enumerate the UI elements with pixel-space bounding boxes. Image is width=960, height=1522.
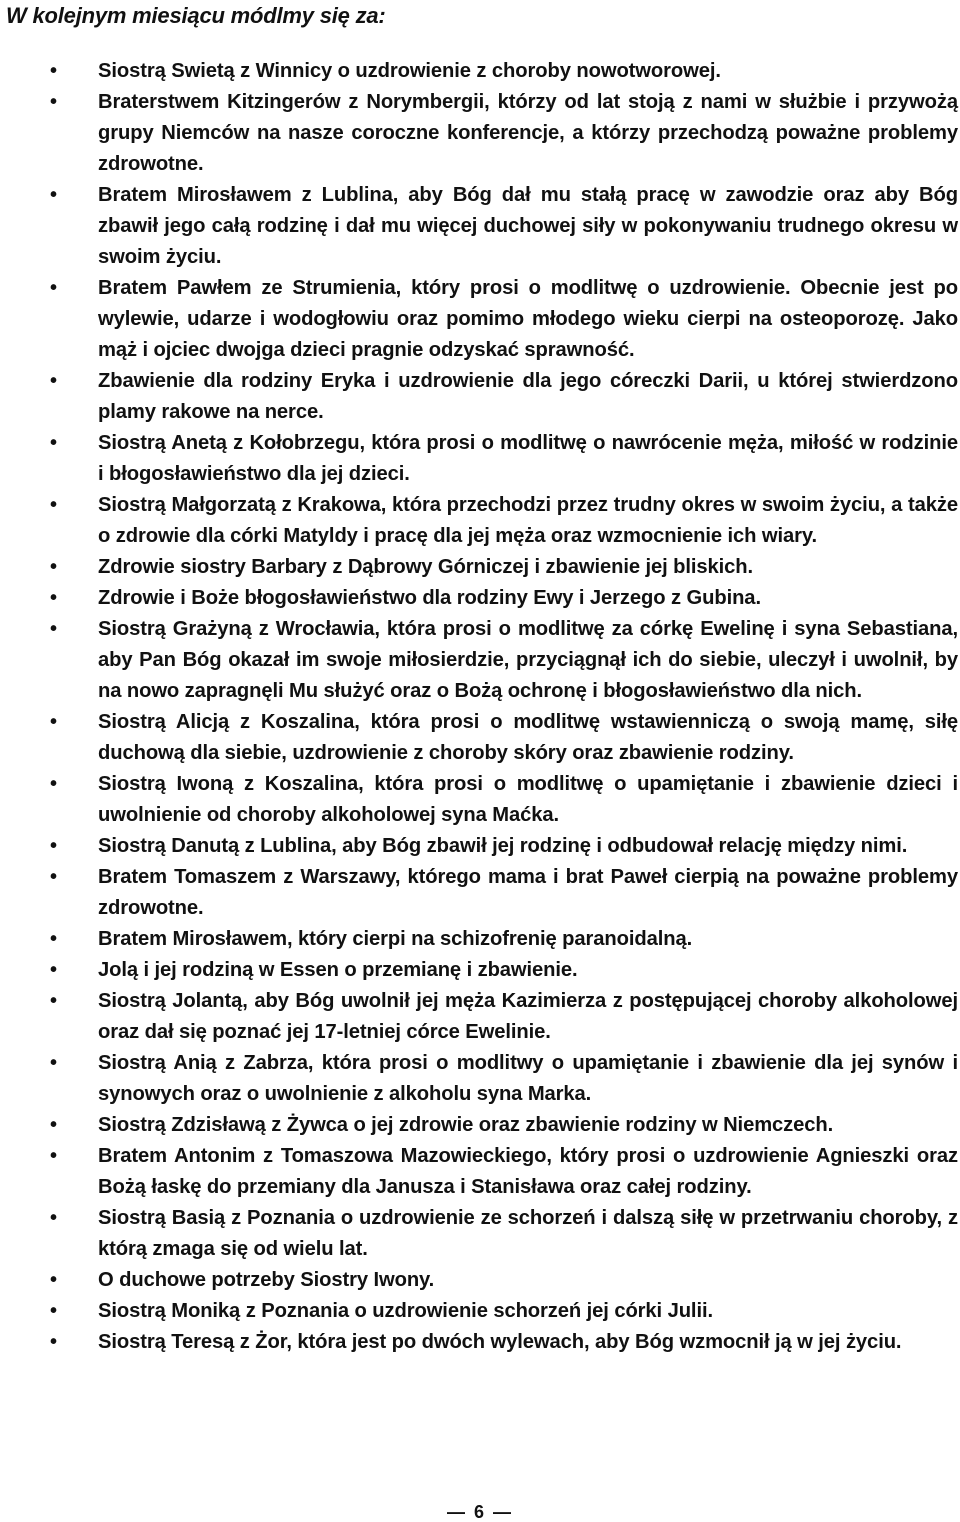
list-item xyxy=(0,614,960,707)
list-item xyxy=(0,986,960,1048)
bullet-icon: • xyxy=(50,773,57,795)
list-item-text: Siostrą Teresą z Żor, która jest po dwóch wylewach, aby Bóg wzmocnił ją w jej życiu. xyxy=(98,1331,902,1353)
list-item-text: Siostrą Anetą z Kołobrzegu, która prosi o modlitwę o nawrócenie męża, miłość w rodzinie i błogosławieństwo dla jej dzieci. xyxy=(98,432,958,485)
bullet-icon: • xyxy=(50,928,57,950)
list-item xyxy=(0,1110,960,1141)
list-item-text: Siostrą Swietą z Winnicy o uzdrowienie z choroby nowotworowej. xyxy=(98,60,721,82)
list-item xyxy=(0,1327,960,1358)
list-item xyxy=(0,552,960,583)
list-item xyxy=(0,955,960,986)
bullet-icon: • xyxy=(50,711,57,733)
bullet-icon: • xyxy=(50,277,57,299)
list-item xyxy=(0,490,960,552)
list-item xyxy=(0,1048,960,1110)
list-item-text: Siostrą Danutą z Lublina, aby Bóg zbawił jej rodzinę i odbudował relację między nimi. xyxy=(98,835,908,857)
list-item xyxy=(0,1141,960,1203)
list-item-text: Siostrą Iwoną z Koszalina, która prosi o modlitwę o upamiętanie i zbawienie dzieci i uwolnienie od choroby alkoholowej syna Maćka. xyxy=(98,773,958,826)
list-item-text: Zdrowie i Boże błogosławieństwo dla rodziny Ewy i Jerzego z Gubina. xyxy=(98,587,761,609)
list-item-text: Bratem Tomaszem z Warszawy, którego mama i brat Paweł cierpią na poważne problemy zdrowotne. xyxy=(98,866,958,919)
list-item-text: Siostrą Basią z Poznania o uzdrowienie ze schorzeń i dalszą siłę w przetrwaniu choroby, z którą zmaga się od wielu lat. xyxy=(98,1207,958,1260)
list-item-text: Siostrą Alicją z Koszalina, która prosi o modlitwę wstawienniczą o swoją mamę, siłę duchową dla siebie, uzdrowienie z choroby skóry oraz zbawienie rodziny. xyxy=(98,711,958,764)
list-item xyxy=(0,707,960,769)
list-item xyxy=(0,56,960,87)
list-item-text: Bratem Mirosławem, który cierpi na schizofrenię paranoidalną. xyxy=(98,928,693,950)
list-item xyxy=(0,366,960,428)
bullet-icon: • xyxy=(50,1145,57,1167)
bullet-icon: • xyxy=(50,587,57,609)
bullet-icon: • xyxy=(50,60,57,82)
list-item-text: Siostrą Jolantą, aby Bóg uwolnił jej męża Kazimierza z postępującej choroby alkoholowej oraz dał się poznać jej 17-letniej córce Ewelinie. xyxy=(98,990,958,1043)
prayer-intentions-list xyxy=(0,56,960,1358)
bullet-icon: • xyxy=(50,91,57,113)
bullet-icon: • xyxy=(50,184,57,206)
list-item-text: Siostrą Moniką z Poznania o uzdrowienie schorzeń jej córki Julii. xyxy=(98,1300,713,1322)
list-item-text: Zbawienie dla rodziny Eryka i uzdrowienie dla jego córeczki Darii, u której stwierdzono plamy rakowe na nerce. xyxy=(98,370,958,423)
list-item xyxy=(0,1296,960,1327)
list-item-text: Bratem Mirosławem z Lublina, aby Bóg dał mu stałą pracę w zawodzie oraz aby Bóg zbawił jego całą rodzinę i dał mu więcej duchowej siły w pokonywaniu trudnego okresu w swoim życiu. xyxy=(98,184,958,268)
bullet-icon: • xyxy=(50,1300,57,1322)
bullet-icon: • xyxy=(50,1269,57,1291)
list-item xyxy=(0,924,960,955)
bullet-icon: • xyxy=(50,990,57,1012)
list-item xyxy=(0,1203,960,1265)
list-item-text: Siostrą Anią z Zabrza, która prosi o modlitwy o upamiętanie i zbawienie dla jej synów i synowych oraz o uwolnienie z alkoholu syna Marka. xyxy=(98,1052,958,1105)
bullet-icon: • xyxy=(50,1114,57,1136)
list-item-text: Bratem Pawłem ze Strumienia, który prosi o modlitwę o uzdrowienie. Obecnie jest po wylewie, udarze i wodogłowiu oraz pomimo młodego wieku cierpi na osteoporozę. Jako mąż i ojciec dwojga dzieci pragnie odzyskać sprawność. xyxy=(98,277,958,361)
list-item xyxy=(0,1265,960,1296)
list-item-text: Jolą i jej rodziną w Essen o przemianę i zbawienie. xyxy=(98,959,578,981)
list-item-text: Siostrą Zdzisławą z Żywca o jej zdrowie oraz zbawienie rodziny w Niemczech. xyxy=(98,1114,834,1136)
list-item xyxy=(0,769,960,831)
page-heading: W kolejnym miesiącu módlmy się za: xyxy=(6,3,386,28)
bullet-icon: • xyxy=(50,556,57,578)
list-item xyxy=(0,862,960,924)
bullet-icon: • xyxy=(50,1207,57,1229)
list-item-text: Siostrą Grażyną z Wrocławia, która prosi o modlitwę za córkę Ewelinę i syna Sebastiana, aby Pan Bóg okazał im swoje miłosierdzie, przyciągnął ich do siebie, uleczył i uwolnił, by na nowo zapragnęli Mu służyć oraz o Bożą ochronę i błogosławieństwo dla nich. xyxy=(98,618,958,702)
bullet-icon: • xyxy=(50,618,57,640)
bullet-icon: • xyxy=(50,959,57,981)
list-item-text: Braterstwem Kitzingerów z Norymbergii, którzy od lat stoją z nami w służbie i przywożą grupy Niemców na nasze coroczne konferencje, a którzy przechodzą poważne problemy zdrowotne. xyxy=(98,91,958,175)
bullet-icon: • xyxy=(50,866,57,888)
list-item xyxy=(0,87,960,180)
list-item-text: Bratem Antonim z Tomaszowa Mazowieckiego, który prosi o uzdrowienie Agnieszki oraz Bożą łaskę do przemiany dla Janusza i Stanisława oraz całej rodziny. xyxy=(98,1145,958,1198)
list-item xyxy=(0,831,960,862)
list-item xyxy=(0,428,960,490)
list-item xyxy=(0,180,960,273)
page-number: — 6 — xyxy=(446,1502,513,1522)
bullet-icon: • xyxy=(50,1331,57,1353)
list-item-text: O duchowe potrzeby Siostry Iwony. xyxy=(98,1269,435,1291)
list-item-text: Siostrą Małgorzatą z Krakowa, która przechodzi przez trudny okres w swoim życiu, a także o zdrowie dla córki Matyldy i pracę dla jej męża oraz wzmocnienie ich wiary. xyxy=(98,494,958,547)
bullet-icon: • xyxy=(50,494,57,516)
list-item xyxy=(0,583,960,614)
bullet-icon: • xyxy=(50,835,57,857)
bullet-icon: • xyxy=(50,1052,57,1074)
bullet-icon: • xyxy=(50,432,57,454)
list-item xyxy=(0,273,960,366)
bullet-icon: • xyxy=(50,370,57,392)
list-item-text: Zdrowie siostry Barbary z Dąbrowy Górniczej i zbawienie jej bliskich. xyxy=(98,556,754,578)
